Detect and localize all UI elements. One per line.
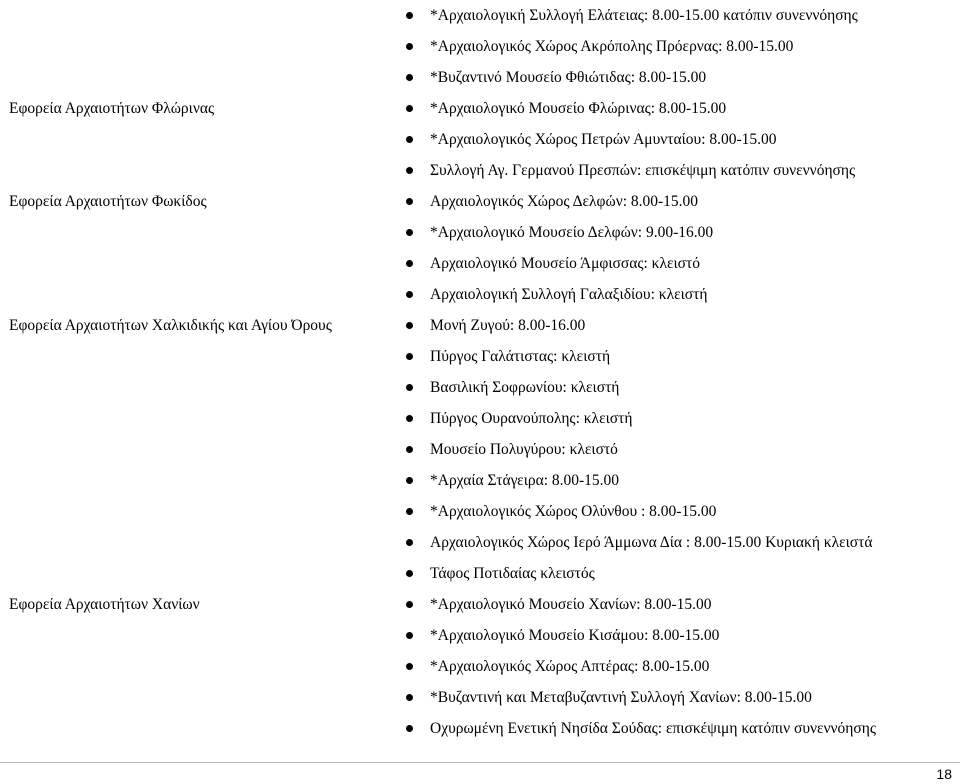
bullet-icon <box>406 725 413 732</box>
list-item: *Αρχαιολογική Συλλογή Ελάτειας: 8.00-15.00 κατόπιν συνεννόησης <box>392 0 960 31</box>
list-item: *Αρχαιολογικό Μουσείο Κισάμου: 8.00-15.00 <box>392 620 960 651</box>
bullet-icon <box>406 260 413 267</box>
group-fthiotida <box>0 0 960 93</box>
site-list <box>392 186 960 310</box>
list-item: Μουσείο Πολυγύρου: κλειστό <box>392 434 960 465</box>
list-item: Τάφος Ποτιδαίας κλειστός <box>392 558 960 589</box>
bullet-icon <box>406 539 413 546</box>
bullet-icon <box>406 12 413 19</box>
bullet-icon <box>406 663 413 670</box>
list-item: Μονή Ζυγού: 8.00-16.00 <box>392 310 960 341</box>
bullet-icon <box>406 136 413 143</box>
list-item: *Αρχαιολογικός Χώρος Απτέρας: 8.00-15.00 <box>392 651 960 682</box>
bullet-icon <box>406 446 413 453</box>
list-item: Πύργος Γαλάτιστας: κλειστή <box>392 341 960 372</box>
list-item: *Αρχαιολογικό Μουσείο Φλώρινας: 8.00-15.00 <box>392 93 960 124</box>
list-item: *Βυζαντινή και Μεταβυζαντινή Συλλογή Χανίων: 8.00-15.00 <box>392 682 960 713</box>
bullet-icon <box>406 508 413 515</box>
ephoria-label: Εφορεία Αρχαιοτήτων Φλώρινας <box>9 100 215 117</box>
group-chalkidiki <box>0 310 960 589</box>
list-item: Βασιλική Σοφρωνίου: κλειστή <box>392 372 960 403</box>
group-fokidos <box>0 186 960 310</box>
ephoria-label <box>0 0 392 93</box>
bullet-icon <box>406 601 413 608</box>
page-bottom-divider <box>0 762 960 763</box>
site-list <box>392 310 960 589</box>
list-item: *Αρχαιολογικό Μουσείο Χανίων: 8.00-15.00 <box>392 589 960 620</box>
list-item: Πύργος Ουρανούπολης: κλειστή <box>392 403 960 434</box>
group-florina <box>0 93 960 186</box>
list-item: *Αρχαιολογικός Χώρος Ολύνθου : 8.00-15.00 <box>392 496 960 527</box>
bullet-icon <box>406 570 413 577</box>
bullet-icon <box>406 105 413 112</box>
list-item: Αρχαιολογική Συλλογή Γαλαξιδίου: κλειστή <box>392 279 960 310</box>
list-item: *Αρχαία Στάγειρα: 8.00-15.00 <box>392 465 960 496</box>
page-number: 18 <box>936 766 952 782</box>
site-list <box>392 0 960 93</box>
bullet-icon <box>406 353 413 360</box>
bullet-icon <box>406 198 413 205</box>
bullet-icon <box>406 291 413 298</box>
bullet-icon <box>406 74 413 81</box>
bullet-icon <box>406 43 413 50</box>
list-item: Αρχαιολογικό Μουσείο Άμφισσας: κλειστό <box>392 248 960 279</box>
bullet-icon <box>406 167 413 174</box>
ephoria-label: Εφορεία Αρχαιοτήτων Χανίων <box>9 596 200 613</box>
bullet-icon <box>406 415 413 422</box>
list-item: Αρχαιολογικός Χώρος Ιερό Άμμωνα Δία : 8.00-15.00 Κυριακή κλειστά <box>392 527 960 558</box>
ephoria-label: Εφορεία Αρχαιοτήτων Φωκίδος <box>9 193 207 210</box>
list-item: Οχυρωμένη Ενετική Νησίδα Σούδας: επισκέψιμη κατόπιν συνεννόησης <box>392 713 960 744</box>
bullet-icon <box>406 384 413 391</box>
ephoria-label: Εφορεία Αρχαιοτήτων Χαλκιδικής και Αγίου Όρους <box>9 317 332 334</box>
list-item: *Αρχαιολογικός Χώρος Ακρόπολης Πρόερνας: 8.00-15.00 <box>392 31 960 62</box>
bullet-icon <box>406 694 413 701</box>
list-item: *Αρχαιολογικός Χώρος Πετρών Αμυνταίου: 8.00-15.00 <box>392 124 960 155</box>
bullet-icon <box>406 229 413 236</box>
bullet-icon <box>406 477 413 484</box>
group-chania <box>0 589 960 744</box>
list-item: *Αρχαιολογικό Μουσείο Δελφών: 9.00-16.00 <box>392 217 960 248</box>
site-list <box>392 93 960 186</box>
list-item: Συλλογή Αγ. Γερμανού Πρεσπών: επισκέψιμη κατόπιν συνεννόησης <box>392 155 960 186</box>
list-item: *Βυζαντινό Μουσείο Φθιώτιδας: 8.00-15.00 <box>392 62 960 93</box>
bullet-icon <box>406 322 413 329</box>
bullet-icon <box>406 632 413 639</box>
site-list <box>392 589 960 744</box>
list-item: Αρχαιολογικός Χώρος Δελφών: 8.00-15.00 <box>392 186 960 217</box>
